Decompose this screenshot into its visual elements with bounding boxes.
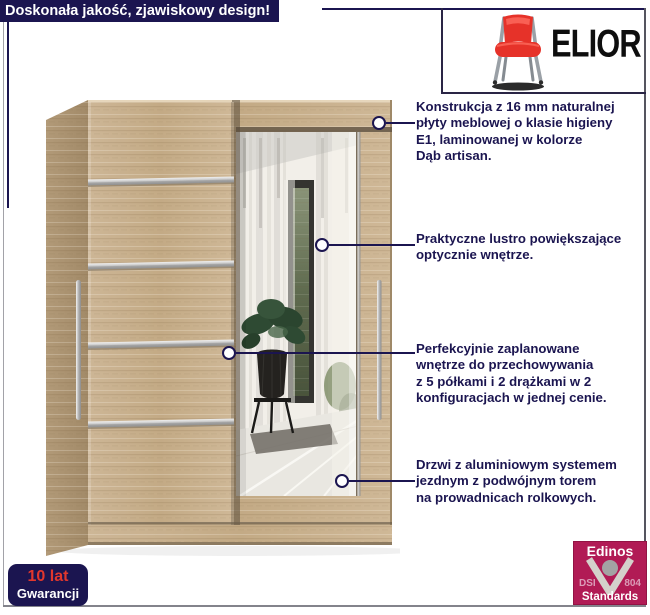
frame-border-right — [644, 8, 646, 607]
chair-icon — [488, 12, 548, 92]
annotation-mirror — [416, 231, 621, 264]
standards-number: 804 — [624, 578, 641, 589]
frame-border-bottom — [3, 605, 646, 607]
standards-label: Standards — [581, 591, 639, 603]
warranty-badge — [8, 564, 88, 606]
callout-dot-doors — [335, 474, 349, 488]
frame-border-left — [3, 11, 4, 606]
wardrobe-image — [40, 88, 400, 558]
annotation-text-line: z 5 półkami i 2 drążkami w 2 — [416, 373, 592, 389]
frame-border-top — [322, 8, 645, 10]
annotation-text-line: E1, laminowanej w kolorze — [416, 131, 583, 147]
annotation-interior — [416, 341, 607, 406]
callout-line-mirror — [329, 244, 415, 246]
callout-line-interior — [236, 352, 415, 354]
annotation-text-line: jezdnym z podwójnym torem — [416, 473, 597, 489]
warranty-label: Gwarancji — [16, 586, 80, 601]
standards-title: Edinos — [586, 543, 634, 559]
annotation-text-line: płyty meblowej o klasie higieny — [416, 115, 613, 131]
annotation-text-line: konfiguracjach w jednej cenie. — [416, 389, 607, 405]
logo-box-border-left — [441, 8, 443, 93]
v-check-icon — [583, 557, 637, 595]
annotation-text-line: Perfekcyjnie zaplanowane — [416, 341, 580, 356]
standards-dsi: DSI — [579, 578, 596, 589]
callout-line-construction — [386, 122, 415, 124]
callout-dot-interior — [222, 346, 236, 360]
annotation-construction — [416, 99, 615, 164]
annotation-doors — [416, 457, 617, 506]
annotation-text-line: optycznie wnętrze. — [416, 247, 534, 263]
banner-drop-line — [7, 22, 9, 208]
callout-dot-mirror — [315, 238, 329, 252]
annotation-text-line: Praktyczne lustro powiększające — [416, 231, 622, 246]
annotation-text-line: Konstrukcja z 16 mm naturalnej — [416, 99, 615, 114]
callout-dot-construction — [372, 116, 386, 130]
annotation-text-line: Drzwi z aluminiowym systemem — [416, 457, 617, 472]
annotation-text-line: wnętrze do przechowywania — [416, 357, 594, 373]
brand-name: ELIOR — [551, 21, 641, 66]
warranty-years: 10 lat — [27, 568, 69, 585]
annotation-text-line: Dąb artisan. — [416, 147, 492, 163]
annotation-text-line: na prowadnicach rolkowych. — [416, 489, 597, 505]
callout-line-doors — [349, 480, 415, 482]
headline-banner: Doskonała jakość, zjawiskowy design! — [0, 0, 279, 22]
standards-badge — [573, 541, 647, 605]
logo-box-border-bottom — [441, 92, 646, 94]
